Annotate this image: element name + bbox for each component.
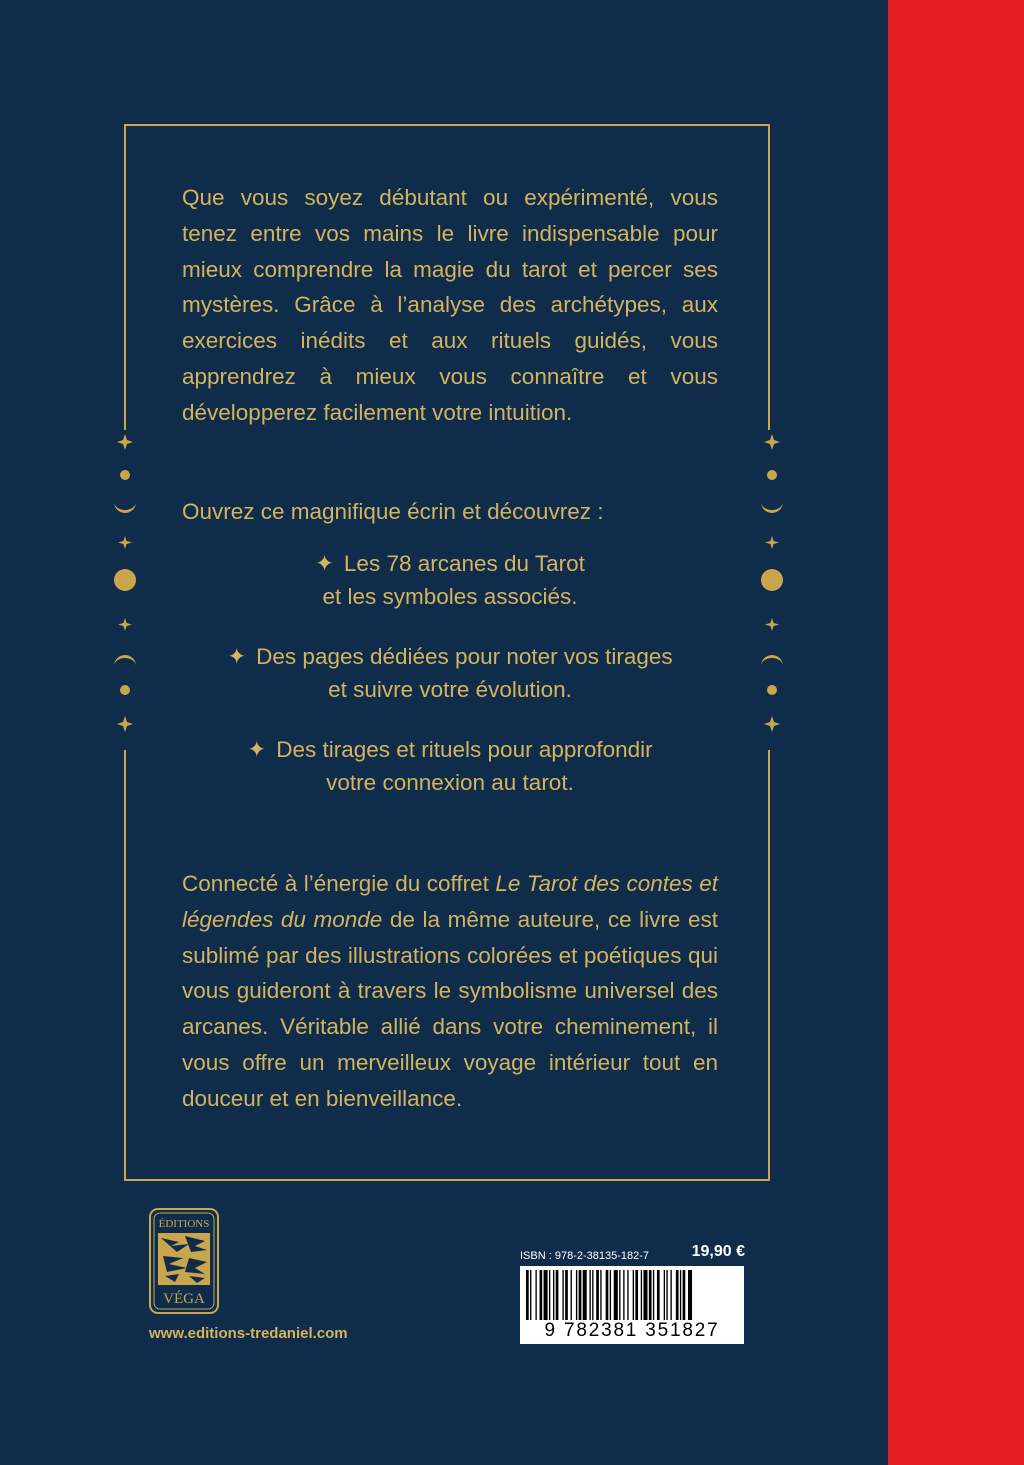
crescent-moon-icon: [761, 502, 783, 513]
dot-icon: [767, 470, 777, 480]
barcode-bar: [614, 1270, 618, 1320]
barcode-bar: [643, 1270, 647, 1320]
barcode-bar: [526, 1270, 529, 1320]
feature-line: Des tirages et rituels pour approfondir: [276, 737, 653, 762]
barcode-bar: [571, 1270, 572, 1320]
barcode-bar: [553, 1270, 554, 1320]
logo-top-text: ÉDITIONS: [158, 1218, 210, 1230]
barcode-number: 9 782381 351827: [544, 1320, 720, 1341]
barcode-bar: [641, 1270, 642, 1320]
barcode-bar: [596, 1270, 599, 1320]
barcode-bar: [680, 1270, 681, 1320]
crescent-moon-icon: [114, 655, 136, 666]
barcode-bar: [610, 1270, 611, 1320]
barcode-bar: [619, 1270, 620, 1320]
price-label: 19,90 €: [691, 1243, 745, 1260]
sparkle-bullet-icon: ✦: [247, 737, 267, 762]
barcode-bar: [540, 1270, 543, 1320]
barcode-bar: [623, 1270, 624, 1320]
isbn-price-row: [520, 1243, 745, 1264]
dot-icon: [120, 685, 130, 695]
barcode-bar: [683, 1270, 686, 1320]
full-moon-icon: [761, 569, 783, 591]
sparkle-bullet-icon: ✦: [227, 644, 247, 669]
spine-strip: [888, 0, 1024, 1465]
moon-ornament-right: [757, 430, 787, 750]
feature-item: [182, 640, 718, 706]
barcode-bar: [565, 1270, 568, 1320]
crescent-moon-icon: [114, 502, 136, 513]
sparkle-icon: [764, 434, 780, 450]
dot-icon: [767, 685, 777, 695]
feature-line: et suivre votre évolution.: [328, 677, 572, 702]
barcode-bar: [666, 1270, 667, 1320]
feature-item: [182, 733, 718, 799]
sparkle-icon: [118, 536, 132, 549]
publisher-logo: [149, 1208, 219, 1314]
barcode-bar: [583, 1270, 587, 1320]
barcode-bar: [579, 1270, 582, 1320]
linked-product-title: Le Tarot des contes et légendes du monde: [182, 871, 718, 932]
barcode-bar: [589, 1270, 590, 1320]
sparkle-icon: [117, 716, 133, 732]
moon-ornament-left: [110, 430, 140, 750]
sparkle-icon: [765, 618, 779, 631]
feature-line: Les 78 arcanes du Tarot: [343, 551, 585, 576]
barcode-bar: [649, 1270, 652, 1320]
barcode-bar: [592, 1270, 593, 1320]
sparkle-icon: [765, 536, 779, 549]
barcode: [520, 1266, 744, 1344]
barcode-bar: [600, 1270, 601, 1320]
sparkle-icon: [117, 434, 133, 450]
description-text: de la même auteure, ce livre est sublimé par des illustrations colorées et poétiques qui vous guideront à travers le symbolisme universel des arcanes. Véritable allié dans votre cheminement, il vous offre un merveilleux voyage intérieur tout en douceur et en bienveillance.: [182, 906, 719, 1111]
crescent-moon-icon: [761, 655, 783, 666]
barcode-bar: [606, 1270, 609, 1320]
dot-icon: [120, 470, 130, 480]
barcode-bar: [530, 1270, 531, 1320]
feature-line: et les symboles associés.: [322, 584, 578, 609]
feature-item: [182, 547, 718, 613]
sparkle-bullet-icon: ✦: [315, 551, 334, 576]
barcode-bar: [556, 1270, 559, 1320]
full-moon-icon: [114, 569, 136, 591]
barcode-bars: [520, 1266, 744, 1322]
discover-intro: Ouvrez ce magnifique écrin et découvrez :: [182, 499, 604, 524]
sparkle-icon: [118, 618, 132, 631]
barcode-bar: [653, 1270, 654, 1320]
barcode-bar: [664, 1270, 665, 1320]
isbn-label: ISBN : 978-2-38135-182-7: [520, 1250, 650, 1262]
sparkle-icon: [764, 716, 780, 732]
barcode-bar: [549, 1270, 550, 1320]
blurb-paragraph-description: [182, 866, 718, 1117]
barcode-bar: [627, 1270, 628, 1320]
publisher-url: www.editions-tredaniel.com: [149, 1325, 348, 1342]
blurb-paragraph-intro: Que vous soyez débutant ou expérimenté, vous tenez entre vos mains le livre indispensable pour mieux comprendre la magie du tarot et percer ses mystères. Grâce à l’analyse des archétypes, aux exercices inédits et aux rituels guidés, vous apprendrez à mieux vous connaître et vous développerez facilement votre intuition.: [182, 185, 718, 425]
barcode-bar: [670, 1270, 671, 1320]
logo-bottom-text: VÉGA: [163, 1291, 205, 1307]
feature-list: [182, 547, 718, 826]
feature-line: Des pages dédiées pour noter vos tirages: [256, 644, 673, 669]
barcode-bar: [688, 1270, 692, 1320]
barcode-bar: [535, 1270, 536, 1320]
barcode-bar: [633, 1270, 634, 1320]
barcode-bar: [576, 1270, 577, 1320]
feature-line: votre connexion au tarot.: [326, 770, 574, 795]
barcode-bar: [657, 1270, 660, 1320]
barcode-bar: [562, 1270, 563, 1320]
description-text: Connecté à l’énergie du coffret: [182, 871, 496, 896]
barcode-bar: [635, 1270, 638, 1320]
barcode-bar: [676, 1270, 679, 1320]
barcode-bar: [544, 1270, 548, 1320]
